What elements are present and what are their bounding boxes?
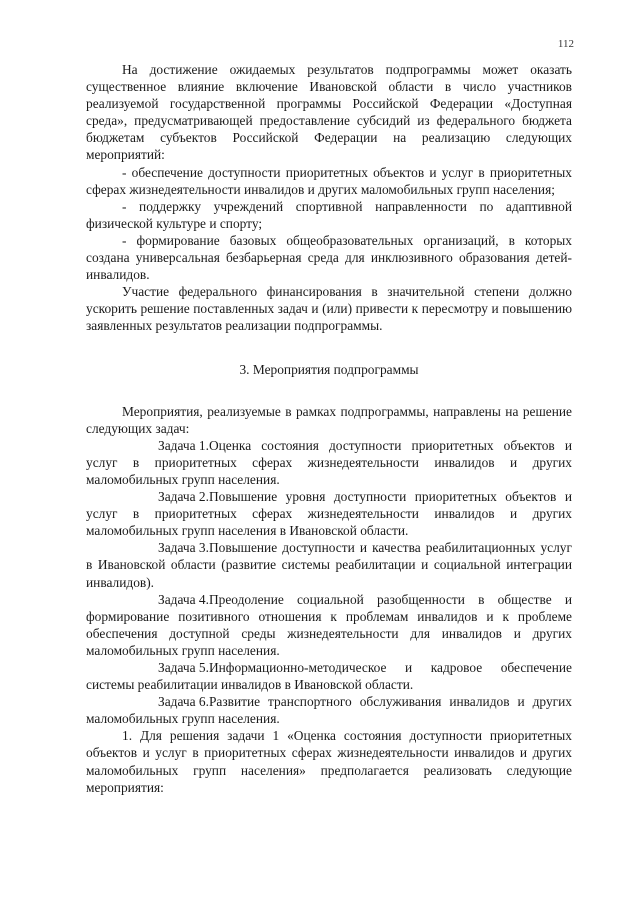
paragraph: 1. Для решения задачи 1 «Оценка состояния доступности приоритетных объектов и услуг в приоритетных сферах жизнедеятельности инвалидов и других маломобильных групп населения» предполагается реализовать следующие мероприятия: (86, 728, 572, 795)
task-text: Повышение уровня доступности приоритетных объектов и услуг в приоритетных сферах жизнедеятельности инвалидов и других маломобильных групп населения в Ивановской области. (86, 489, 572, 539)
task-text: Информационно-методическое и кадровое обеспечение системы реабилитации инвалидов в Ивановской области. (86, 660, 572, 693)
task-text: Оценка состояния доступности приоритетных объектов и услуг в приоритетных сферах жизнедеятельности инвалидов и других маломобильных групп населения. (86, 437, 572, 487)
list-item: - формирование базовых общеобразовательных организаций, в которых создана универсальная безбарьерная среда для инклюзивного образования детей-инвалидов. (86, 232, 572, 283)
paragraph: Мероприятия, реализуемые в рамках подпрограммы, направлены на решение следующих задач: (86, 403, 572, 436)
section-heading: 3. Мероприятия подпрограммы (239, 361, 419, 377)
page-number: 112 (557, 38, 574, 50)
task-label: Задача 1. (158, 437, 209, 453)
document-body (86, 61, 572, 796)
task-label: Задача 4. (158, 591, 209, 607)
list-item: - поддержку учреждений спортивной направленности по адаптивной физической культуре и спорту; (86, 198, 572, 231)
task-item (86, 659, 572, 693)
task-text: Развитие транспортного обслуживания инвалидов и других маломобильных групп населения. (86, 694, 572, 727)
task-item (86, 437, 572, 488)
task-label: Задача 2. (158, 489, 209, 505)
task-text: Повышение доступности и качества реабилитационных услуг в Ивановской области (развитие системы реабилитации и социальной интеграции инвалидов). (86, 540, 572, 590)
list-item: - обеспечение доступности приоритетных объектов и услуг в приоритетных сферах жизнедеятельности инвалидов и других маломобильных групп населения; (86, 164, 572, 197)
task-item (86, 591, 572, 659)
task-item (86, 693, 572, 727)
task-item (86, 488, 572, 539)
task-item (86, 539, 572, 590)
task-label: Задача 6. (158, 694, 209, 710)
paragraph: На достижение ожидаемых результатов подпрограммы может оказать существенное влияние включение Ивановской области в число участников реализуемой государственной программы Российской Федерации «Доступная среда», предусматривающей предоставление субсидий из федерального бюджета бюджетам субъектов Российской Федерации на реализацию следующих мероприятий: (86, 62, 572, 163)
task-label: Задача 5. (158, 660, 209, 675)
task-text: Преодоление социальной разобщенности в обществе и формирование позитивного отношения к проблемам инвалидов и к проблеме обеспечения доступной среды жизнедеятельности для инвалидов и других маломобильных групп населения. (86, 591, 572, 658)
task-label: Задача 3. (158, 540, 209, 556)
paragraph: Участие федерального финансирования в значительной степени должно ускорить решение поставленных задач и (или) привести к пересмотру и повышению заявленных результатов реализации подпрограммы. (86, 284, 572, 334)
